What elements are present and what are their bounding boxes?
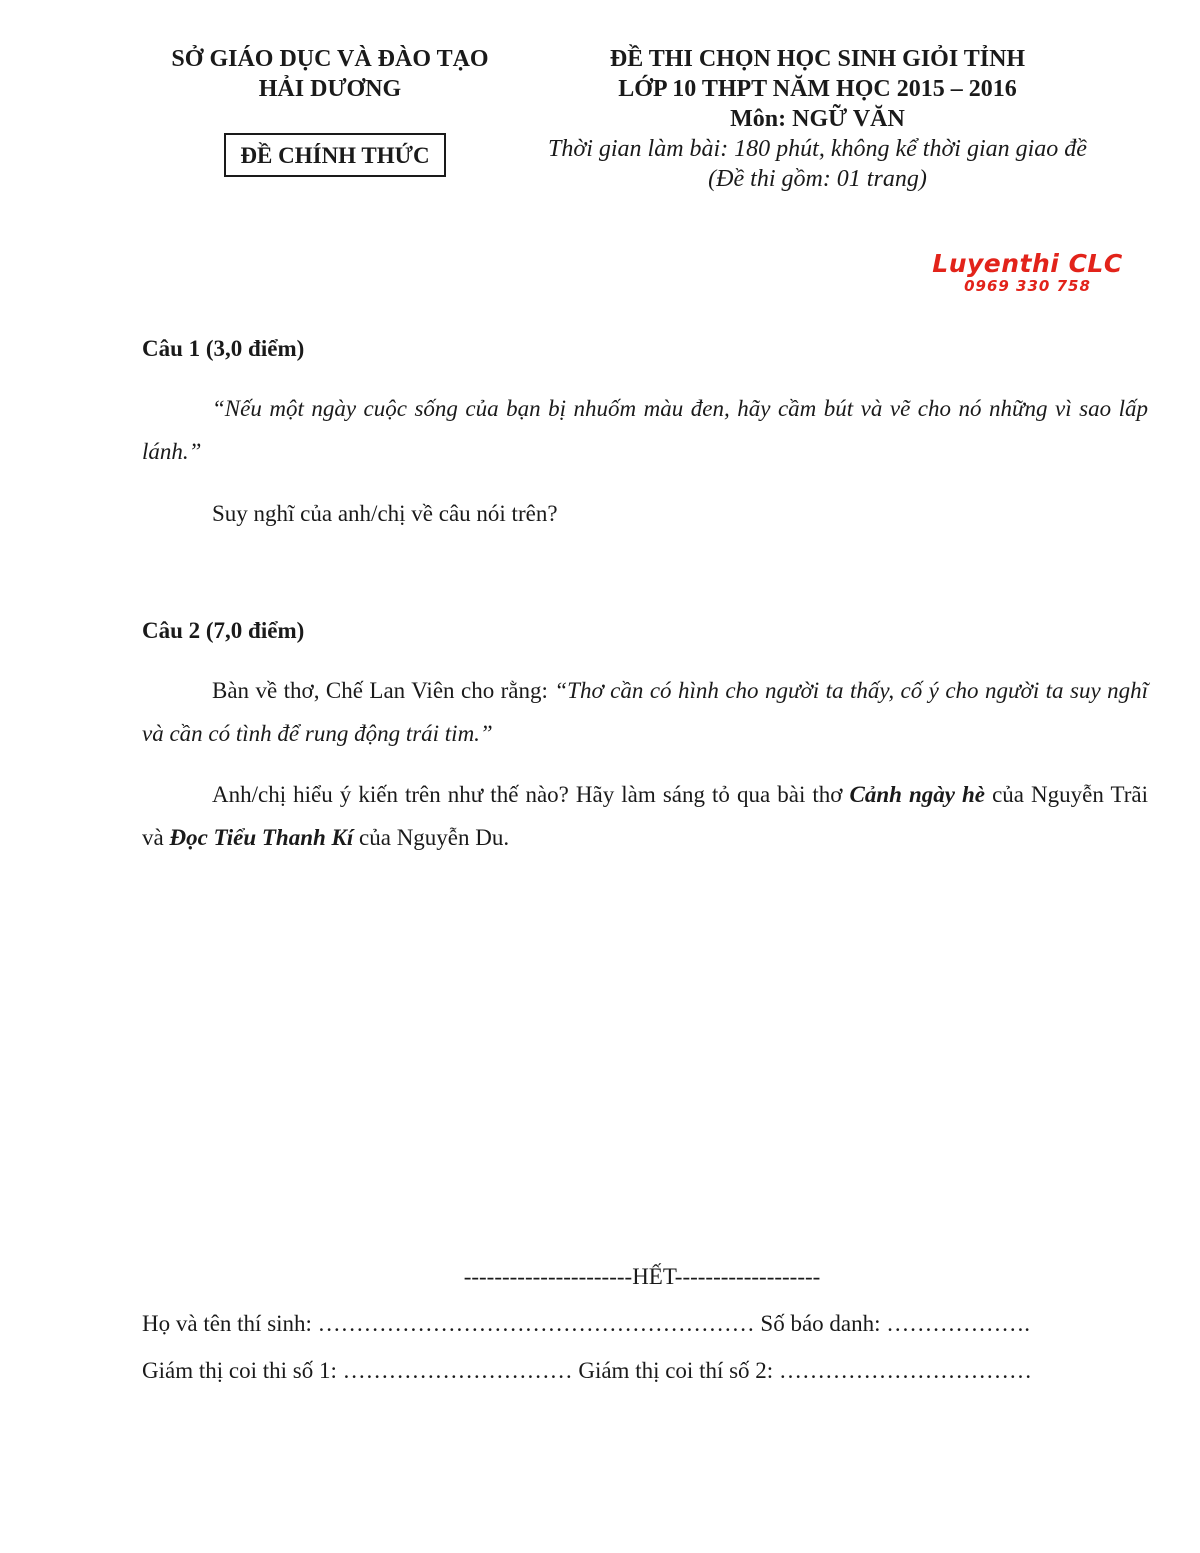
logo-phone: 0969 330 758 bbox=[964, 277, 1091, 295]
question-2-title: Câu 2 (7,0 điểm) bbox=[142, 618, 305, 643]
luyenthi-logo bbox=[905, 250, 1150, 300]
question-2-prompt-part1: Anh/chị hiểu ý kiến trên như thế nào? Hãy làm sáng tỏ qua bài thơ bbox=[212, 782, 850, 807]
question-2-prompt bbox=[142, 773, 1148, 859]
subject-name: NGỮ VĂN bbox=[792, 106, 905, 132]
question-1-title: Câu 1 (3,0 điểm) bbox=[142, 336, 305, 361]
official-exam-stamp bbox=[224, 133, 446, 177]
exam-header bbox=[520, 44, 1115, 194]
question-2-statement bbox=[142, 669, 1148, 755]
question-2-prompt-part3: của Nguyễn Du. bbox=[353, 825, 510, 850]
subject-label: Môn: bbox=[730, 106, 787, 132]
exam-time-note: Thời gian làm bài: 180 phút, không kể thời gian giao đề bbox=[548, 136, 1087, 162]
poem-doc-tieu-thanh-ki: Đọc Tiểu Thanh Kí bbox=[169, 825, 354, 850]
proctor-info-line: Giám thị coi thi số 1: ………………………… Giám thị coi thí số 2: …………………………… bbox=[142, 1358, 1032, 1383]
exam-grade-year: LỚP 10 THPT NĂM HỌC 2015 – 2016 bbox=[618, 76, 1017, 102]
province-name: HẢI DƯƠNG bbox=[258, 76, 402, 102]
exam-title: ĐỀ THI CHỌN HỌC SINH GIỎI TỈNH bbox=[609, 46, 1026, 72]
question-2-intro: Bàn về thơ, Chế Lan Viên cho rằng: bbox=[212, 678, 555, 703]
question-2-prompt-part2: của Nguyễn Trãi và bbox=[142, 782, 1148, 850]
candidate-info-line: Họ và tên thí sinh: ………………………………………………… Số báo danh: ………………. bbox=[142, 1311, 1031, 1336]
poem-canh-ngay-he: Cảnh ngày hè bbox=[849, 782, 986, 807]
department-name: SỞ GIÁO DỤC VÀ ĐÀO TẠO bbox=[171, 46, 489, 72]
question-1-prompt: Suy nghĩ của anh/chị về câu nói trên? bbox=[212, 501, 558, 526]
exam-pages-note: (Đề thi gồm: 01 trang) bbox=[708, 166, 927, 192]
question-2-quote: “Thơ cần có hình cho người ta thấy, cố ý cho người ta suy nghĩ và cần có tình để rung động trái tim.” bbox=[142, 678, 1149, 746]
logo-brand: Luyenthi CLC bbox=[932, 249, 1123, 278]
exam-subject bbox=[520, 104, 1115, 134]
question-1-quote: “Nếu một ngày cuộc sống của bạn bị nhuốm màu đen, hãy cầm bút và vẽ cho nó những vì sao lấp lánh.” bbox=[142, 396, 1148, 464]
department-header bbox=[130, 44, 530, 104]
end-marker: ----------------------HẾT------------------- bbox=[463, 1264, 821, 1289]
official-exam-label: ĐỀ CHÍNH THỨC bbox=[240, 143, 430, 168]
